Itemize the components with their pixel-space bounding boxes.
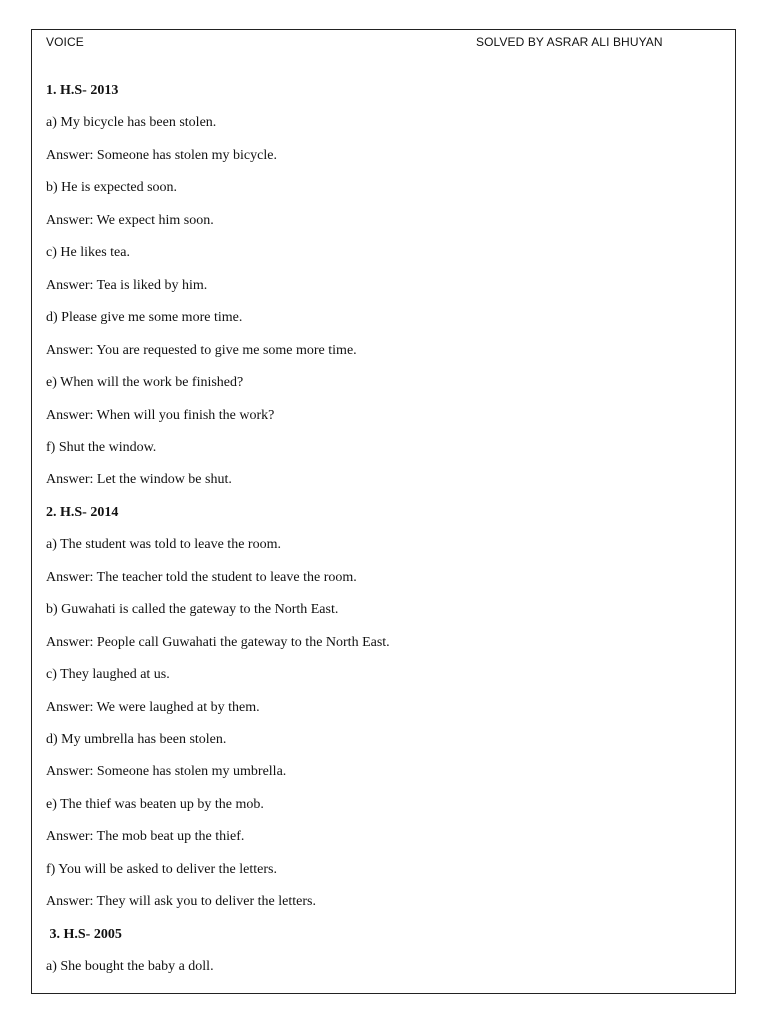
answer-line: Answer: We expect him soon. xyxy=(46,212,214,228)
question-line: f) Shut the window. xyxy=(46,439,157,455)
answer-line: Answer: Someone has stolen my umbrella. xyxy=(46,764,287,780)
question-line: b) He is expected soon. xyxy=(46,180,178,196)
question-line: a) My bicycle has been stolen. xyxy=(46,115,217,131)
answer-line: Answer: Tea is liked by him. xyxy=(46,277,208,293)
document-title: VOICE xyxy=(46,35,84,49)
section-heading: 3. H.S- 2005 xyxy=(46,926,122,942)
section-heading: 1. H.S- 2013 xyxy=(46,83,119,98)
answer-line: Answer: The teacher told the student to leave the room. xyxy=(46,569,357,585)
answer-line: Answer: The mob beat up the thief. xyxy=(46,829,245,845)
section-heading: 2. H.S- 2014 xyxy=(46,504,119,520)
answer-line: Answer: You are requested to give me some more time. xyxy=(46,342,357,358)
answer-line: Answer: Someone has stolen my bicycle. xyxy=(46,147,277,163)
question-line: d) My umbrella has been stolen. xyxy=(46,732,227,747)
question-line: c) They laughed at us. xyxy=(46,667,170,683)
answer-line: Answer: People call Guwahati the gateway to the North East. xyxy=(46,634,390,650)
answer-line: Answer: When will you finish the work? xyxy=(46,407,275,423)
question-line: a) She bought the baby a doll. xyxy=(46,959,214,975)
question-line: e) The thief was beaten up by the mob. xyxy=(46,796,264,812)
question-line: f) You will be asked to deliver the letters. xyxy=(46,861,277,877)
question-line: e) When will the work be finished? xyxy=(46,375,244,391)
answer-line: Answer: We were laughed at by them. xyxy=(46,699,260,715)
answer-line: Answer: They will ask you to deliver the letters. xyxy=(46,894,316,910)
question-line: c) He likes tea. xyxy=(46,245,130,261)
question-line: a) The student was told to leave the room. xyxy=(46,537,281,553)
page-border xyxy=(31,29,736,994)
author-credit: SOLVED BY ASRAR ALI BHUYAN xyxy=(476,35,663,49)
answer-line: Answer: Let the window be shut. xyxy=(46,472,232,488)
question-line: d) Please give me some more time. xyxy=(46,310,243,326)
question-line: b) Guwahati is called the gateway to the North East. xyxy=(46,602,339,618)
